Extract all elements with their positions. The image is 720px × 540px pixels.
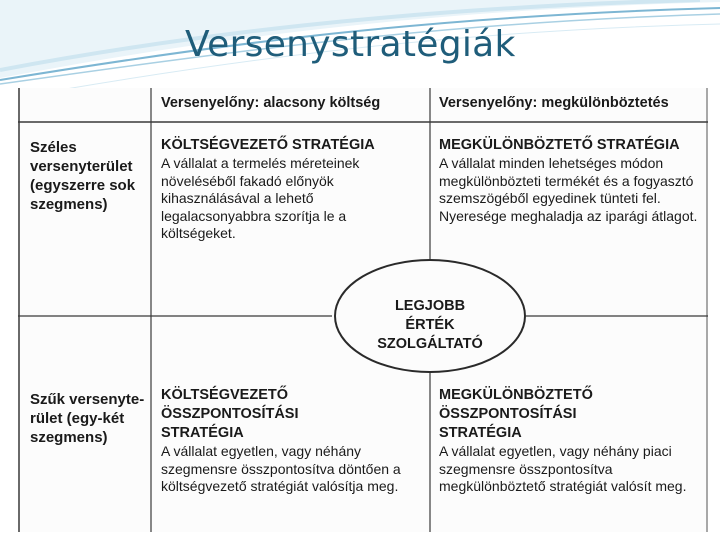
row-label-narrow: Szűk versenyte-rület (egy-két szegmens) (30, 391, 145, 446)
column-header-low-cost: Versenyelőny: alacsony költség (161, 95, 381, 111)
cell-body: A vállalat a termelés méreteinek növeléséből fakadó előnyök kihasználásával a lehető legalacsonyabbra szorítja le a költségeket. (161, 155, 360, 241)
cell-title: KÖLTSÉGVEZETŐ STRATÉGIA (161, 137, 375, 153)
strategy-matrix (18, 88, 708, 532)
cell-body: A vállalat egyetlen, vagy néhány piaci szegmensre összpontosítva megkülönböztető stratégiát valósít meg. (439, 443, 687, 494)
cell-cost-leadership (161, 136, 381, 243)
row-label-broad: Széles versenyterület (egyszerre sok szegmens) (30, 139, 136, 213)
cell-title: MEGKÜLÖNBÖZTETŐ ÖSSZPONTOSÍTÁSI STRATÉGIA (439, 387, 593, 441)
cell-cost-focus (161, 386, 416, 496)
cell-body: A vállalat egyetlen, vagy néhány szegmensre összpontosítva döntően a költségvezető stratégiát valósítja meg. (161, 443, 401, 494)
cell-differentiation-focus (439, 386, 701, 496)
slide-title: Versenystratégiák (185, 24, 516, 65)
cell-differentiation (439, 136, 701, 225)
column-header-differentiation: Versenyelőny: megkülönböztetés (439, 95, 669, 111)
cell-body: A vállalat minden lehetséges módon megkülönbözteti termékét és a fogyasztó szemszögéből egyedinek tünteti fel. Nyeresége meghaladja az iparági átlagot. (439, 155, 698, 224)
cell-title: KÖLTSÉGVEZETŐ ÖSSZPONTOSÍTÁSI STRATÉGIA (161, 387, 299, 441)
cell-title: MEGKÜLÖNBÖZTETŐ STRATÉGIA (439, 137, 680, 153)
center-oval-label: LEGJOBB ÉRTÉK SZOLGÁLTATÓ (377, 298, 483, 352)
